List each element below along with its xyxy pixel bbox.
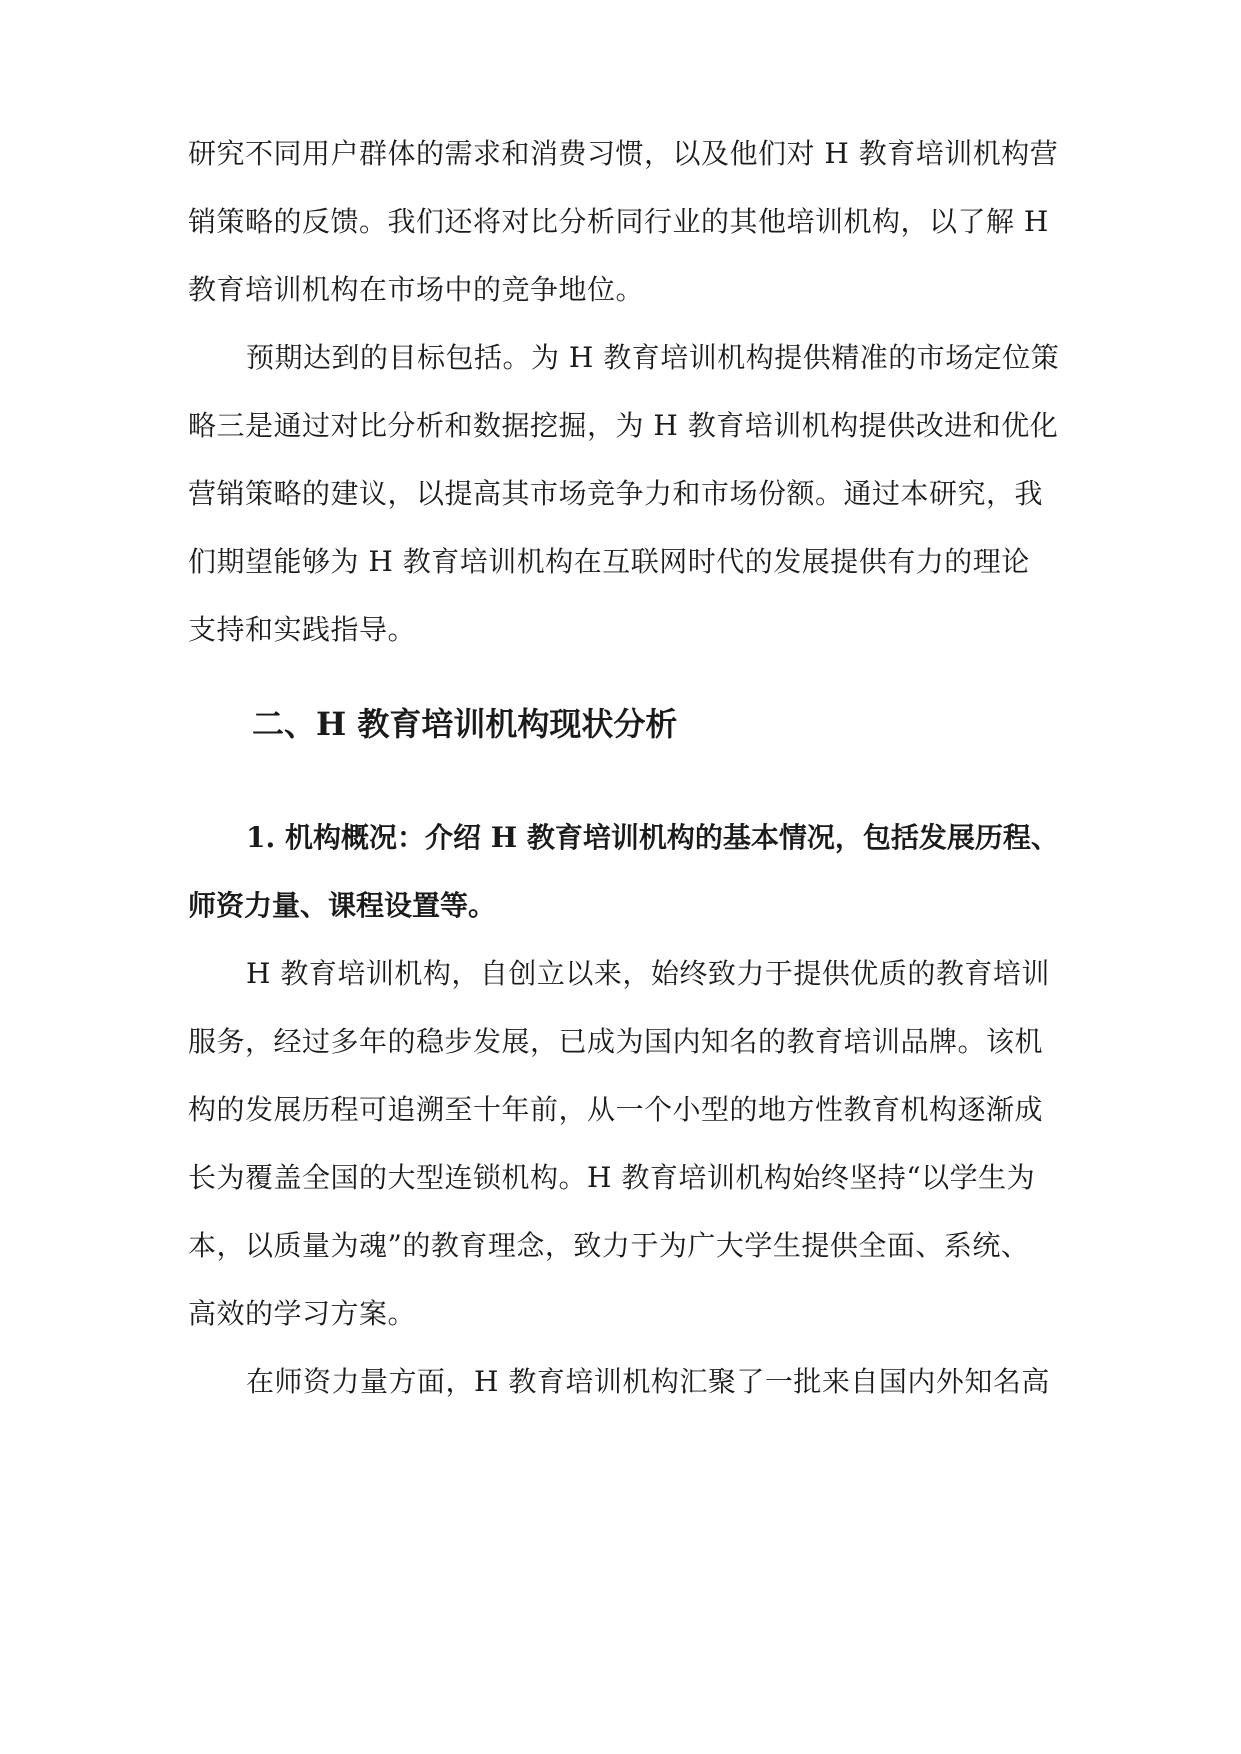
text-line: 营销策略的建议，以提高其市场竞争力和市场份额。通过本研究，我 — [188, 477, 1044, 510]
text-line: H 教育培训机构，自创立以来，始终致力于提供优质的教育培训 — [246, 957, 1050, 990]
text-line: 略三是通过对比分析和数据挖掘，为 H 教育培训机构提供改进和优化 — [188, 409, 1059, 442]
text-line: 研究不同用户群体的需求和消费习惯，以及他们对 H 教育培训机构营 — [188, 137, 1059, 170]
text-line: 在师资力量方面，H 教育培训机构汇聚了一批来自国内外知名高 — [246, 1365, 1050, 1398]
section-heading: 二、H 教育培训机构现状分析 — [252, 705, 678, 743]
subsection-heading-line: 1. 机构概况：介绍 H 教育培训机构的基本情况，包括发展历程、 — [246, 821, 1059, 854]
text-line: 预期达到的目标包括。为 H 教育培训机构提供精准的市场定位策 — [246, 341, 1060, 374]
text-line: 教育培训机构在市场中的竞争地位。 — [188, 273, 645, 306]
text-line: 本，以质量为魂”的教育理念，致力于为广大学生提供全面、系统、 — [188, 1229, 1030, 1262]
text-line: 高效的学习方案。 — [188, 1297, 417, 1330]
text-line: 销策略的反馈。我们还将对比分析同行业的其他培训机构，以了解 H — [188, 205, 1049, 238]
subsection-heading-line: 师资力量、课程设置等。 — [188, 889, 497, 922]
text-line: 们期望能够为 H 教育培训机构在互联网时代的发展提供有力的理论 — [188, 545, 1030, 578]
text-line: 长为覆盖全国的大型连锁机构。H 教育培训机构始终坚持“以学生为 — [188, 1161, 1036, 1194]
text-line: 构的发展历程可追溯至十年前，从一个小型的地方性教育机构逐渐成 — [188, 1093, 1044, 1126]
text-line: 支持和实践指导。 — [188, 613, 417, 646]
text-line: 服务，经过多年的稳步发展，已成为国内知名的教育培训品牌。该机 — [188, 1025, 1044, 1058]
